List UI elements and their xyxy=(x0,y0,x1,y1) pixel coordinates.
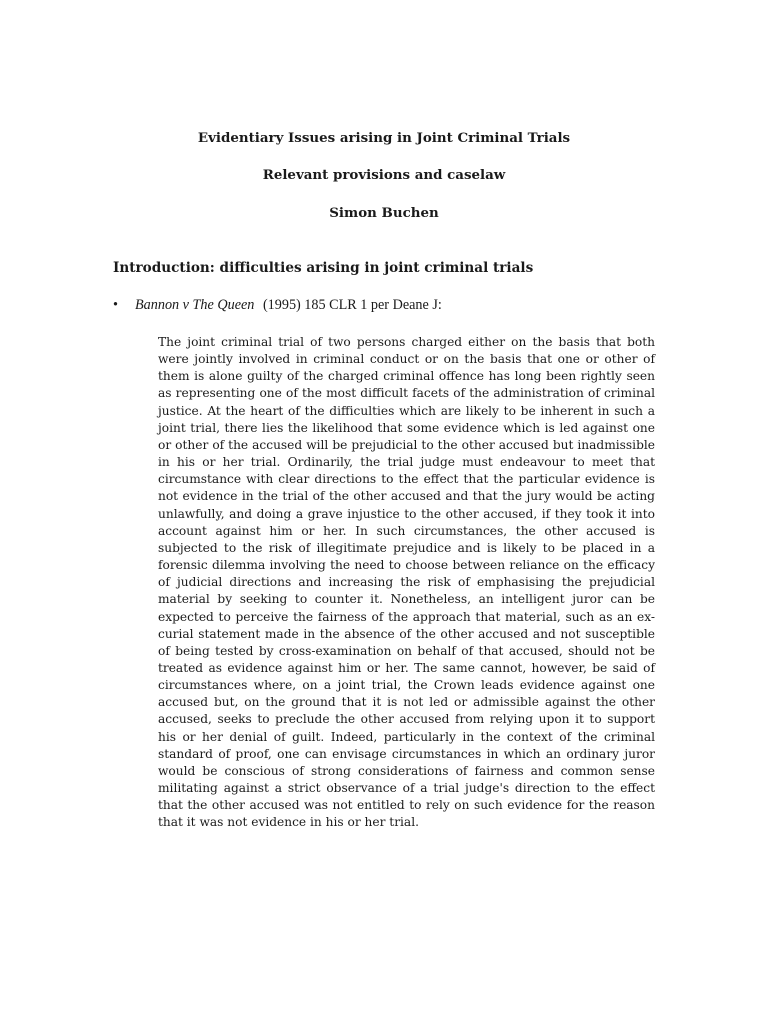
document-title: Evidentiary Issues arising in Joint Criminal Trials xyxy=(197,130,571,146)
case-name: Bannon v The Queen xyxy=(135,297,255,313)
bullet-icon: • xyxy=(113,297,118,313)
document-subtitle: Relevant provisions and caselaw xyxy=(262,167,506,183)
author-name: Simon Buchen xyxy=(329,205,439,221)
case-citation: (1995) 185 CLR 1 per Deane J: xyxy=(262,297,442,313)
block-quote: The joint criminal trial of two persons charged either on the basis that both were jointly involved in criminal conduct or on the basis that one or other of them is alone guilty of the charged criminal offence has long been rightly seen as representing one of the most difficult facets of the administration of criminal justice. At the heart of the difficulties which are likely to be inherent in such a joint trial, there lies the likelihood that some evidence which is led against one or other of the accused will be prejudicial to the other accused but inadmissible in his or her trial. Ordinarily, the trial judge must endeavour to meet that circumstance with clear directions to the effect that the particular evidence is not evidence in the trial of the other accused and that the jury would be acting unlawfully, and doing a grave injustice to the other accused, if they took it into account against him or her. In such circumstances, the other accused is subjected to the risk of illegitimate prejudice and is likely to be placed in a forensic dilemma involving the need to choose between reliance on the efficacy of judicial directions and increasing the risk of emphasising the prejudicial material by seeking to counter it. Nonetheless, an intelligent juror can be expected to perceive the fairness of the approach that material, such as an ex-curial statement made in the absence of the other accused and not susceptible of being tested by cross-examination on behalf of that accused, should not be treated as evidence against him or her. The same cannot, however, be said of circumstances where, on a joint trial, the Crown leads evidence against one accused but, on the ground that it is not led or admissible against the other accused, seeks to preclude the other accused from relying upon it to support his or her denial of guilt. Indeed, particularly in the context of the criminal standard of proof, one can envisage circumstances in which an ordinary juror would be conscious of strong considerations of fairness and common sense militating against a strict observance of a trial judge's direction to the effect that the other accused was not entitled to rely on such evidence for the reason that it was not evidence in his or her trial. xyxy=(158,335,655,830)
section-heading: Introduction: difficulties arising in joint criminal trials xyxy=(113,260,534,276)
case-bullet-item xyxy=(113,297,442,314)
